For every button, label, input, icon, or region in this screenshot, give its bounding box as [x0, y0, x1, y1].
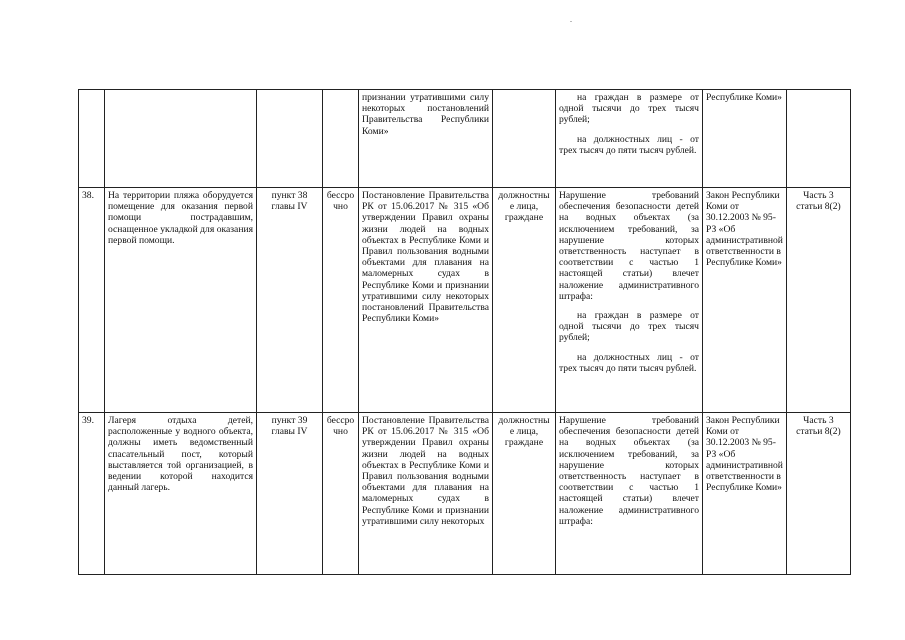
subjects: должностны е лица, граждане: [493, 413, 556, 575]
violation-paragraph: на должностных лиц - от трех тысяч до пяти тысяч рублей.: [559, 133, 699, 156]
violation-paragraph: на граждан в размере от одной тысячи до трех тысяч рублей;: [559, 310, 699, 344]
law-reference: Республике Коми»: [703, 90, 787, 188]
legal-act: Постановление Правительства РК от 15.06.2017 № 315 «Об утверждении Правил охраны жизни людей на водных объектах в Республике Коми и Правил пользования водными объектами для плавания на маломерных судах в Республике Коми и признании утратившими силу некоторых: [359, 413, 493, 575]
requirement-text: На территории пляжа оборудуется помещение для оказания первой помощи пострадавшим, оснащенное укладкой для оказания первой помощи.: [105, 188, 257, 413]
requirement-text: Лагеря отдыха детей, расположенные у водного объекта, должны иметь ведомственный спасательный пост, который выставляется той организацией, в ведении которой находится данный лагерь.: [105, 413, 257, 575]
point-reference: [257, 90, 323, 188]
table-row: [79, 90, 851, 188]
violation-paragraph: на граждан в размере от одной тысячи до трех тысяч рублей;: [559, 92, 699, 126]
law-reference: Закон Республики Коми от 30.12.2003 № 95-РЗ «Об административной ответственности в Республике Коми»: [703, 188, 787, 413]
periodicity: [323, 90, 359, 188]
violation-paragraph: Нарушение требований обеспечения безопасности детей на водных объектах (за исключением требований, за нарушение которых ответственность наступает в соответствии с частью 1 настоящей статьи) влечет наложение административного штрафа:: [559, 415, 699, 527]
subjects: должностны е лица, граждане: [493, 188, 556, 413]
violation-paragraph: Нарушение требований обеспечения безопасности детей на водных объектах (за исключением требований, за нарушение которых ответственность наступает в соответствии с частью 1 настоящей статьи) влечет наложение административного штрафа:: [559, 190, 699, 302]
scan-speck: [570, 21, 572, 22]
row-number: [79, 90, 105, 188]
violation-paragraph: на должностных лиц - от трех тысяч до пяти тысяч рублей.: [559, 351, 699, 374]
legal-act: признании утратившими силу некоторых постановлений Правительства Республики Коми»: [359, 90, 493, 188]
violation-cell: [556, 90, 703, 188]
requirement-text: [105, 90, 257, 188]
violation-cell: [556, 413, 703, 575]
periodicity: бессро чно: [323, 188, 359, 413]
violation-cell: [556, 188, 703, 413]
table-row: [79, 188, 851, 413]
legal-act: Постановление Правительства РК от 15.06.2017 № 315 «Об утверждении Правил охраны жизни людей на водных объектах в Республике Коми и Правил пользования водными объектами для плавания на маломерных судах в Республике Коми и признании утратившими силу некоторых постановлений Правительства Республики Коми»: [359, 188, 493, 413]
article-reference: [786, 90, 850, 188]
point-reference: пункт 38 главы IV: [257, 188, 323, 413]
row-number: 38.: [79, 188, 105, 413]
table-row: [79, 413, 851, 575]
requirements-table: [78, 89, 851, 575]
subjects: [493, 90, 556, 188]
law-reference: Закон Республики Коми от 30.12.2003 № 95-РЗ «Об административной ответственности в Республике Коми»: [703, 413, 787, 575]
article-reference: Часть 3 статьи 8(2): [786, 188, 850, 413]
row-number: 39.: [79, 413, 105, 575]
article-reference: Часть 3 статьи 8(2): [786, 413, 850, 575]
periodicity: бессро чно: [323, 413, 359, 575]
point-reference: пункт 39 главы IV: [257, 413, 323, 575]
